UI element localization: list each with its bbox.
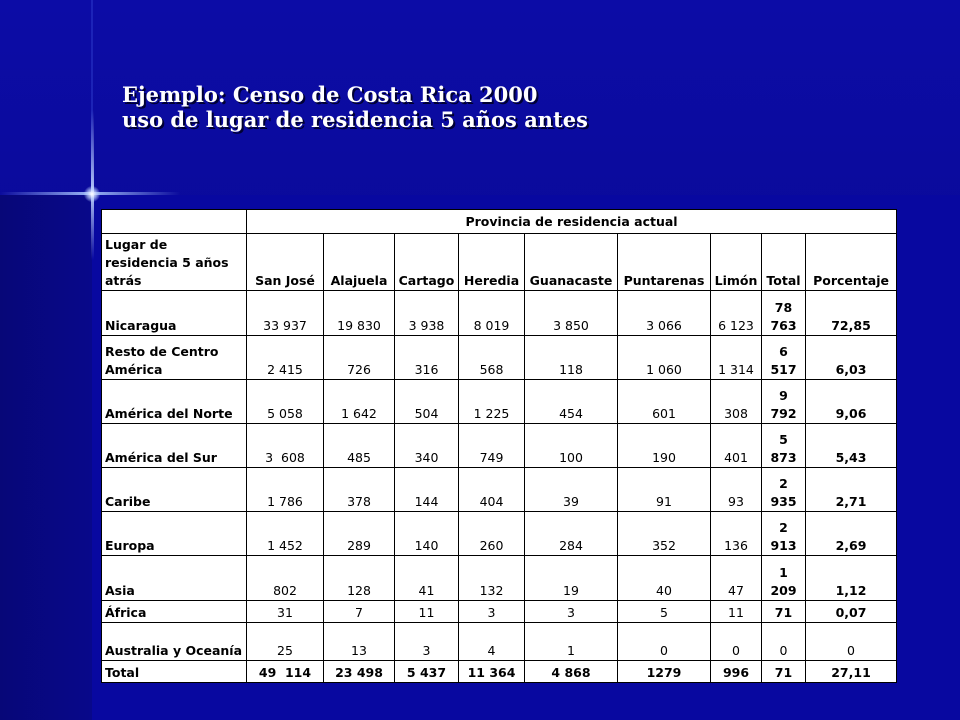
table-cell: 136 <box>711 512 762 556</box>
total-row <box>102 660 897 682</box>
table-cell: 3 938 <box>395 291 459 335</box>
table-cell: 5 <box>618 600 711 622</box>
row-label: América del Sur <box>102 423 247 467</box>
column-header: San José <box>247 234 324 291</box>
column-header: Heredia <box>459 234 525 291</box>
total-cell: 6 517 <box>762 335 806 379</box>
light-flare-vertical <box>91 110 94 260</box>
table-cell: 504 <box>395 379 459 423</box>
corner-header: Lugar de residencia 5 años atrás <box>102 234 247 291</box>
percent-cell: 0,07 <box>806 600 897 622</box>
table-cell: 8 019 <box>459 291 525 335</box>
total-row-cell: 996 <box>711 660 762 682</box>
table-row <box>102 468 897 512</box>
table-row <box>102 622 897 660</box>
row-label: Australia y Oceanía <box>102 622 247 660</box>
table-cell: 25 <box>247 622 324 660</box>
table-cell: 41 <box>395 556 459 600</box>
slide-title-line-1: Ejemplo: Censo de Costa Rica 2000 <box>122 82 538 107</box>
table-cell: 1 452 <box>247 512 324 556</box>
table-row <box>102 512 897 556</box>
total-cell: 5 873 <box>762 423 806 467</box>
table-cell: 19 <box>525 556 618 600</box>
table-cell: 6 123 <box>711 291 762 335</box>
table-cell: 132 <box>459 556 525 600</box>
table-cell: 454 <box>525 379 618 423</box>
column-header: Limón <box>711 234 762 291</box>
table-cell: 0 <box>618 622 711 660</box>
percent-cell: 6,03 <box>806 335 897 379</box>
table-row <box>102 335 897 379</box>
column-header: Cartago <box>395 234 459 291</box>
table-cell: 1 642 <box>324 379 395 423</box>
table-cell: 802 <box>247 556 324 600</box>
row-label: Resto de Centro América <box>102 335 247 379</box>
table-cell: 401 <box>711 423 762 467</box>
table-row <box>102 291 897 335</box>
table-cell: 3 850 <box>525 291 618 335</box>
percent-cell: 72,85 <box>806 291 897 335</box>
census-table-container <box>101 209 896 683</box>
table-cell: 39 <box>525 468 618 512</box>
table-cell: 0 <box>711 622 762 660</box>
census-table <box>101 209 897 683</box>
total-cell: 71 <box>762 600 806 622</box>
table-cell: 47 <box>711 556 762 600</box>
table-cell: 3 608 <box>247 423 324 467</box>
table-cell: 340 <box>395 423 459 467</box>
table-cell: 100 <box>525 423 618 467</box>
table-cell: 749 <box>459 423 525 467</box>
table-row <box>102 423 897 467</box>
table-cell: 140 <box>395 512 459 556</box>
left-band <box>0 195 92 720</box>
total-row-cell: 11 364 <box>459 660 525 682</box>
table-cell: 3 <box>525 600 618 622</box>
total-cell: 2 935 <box>762 468 806 512</box>
percent-cell: 9,06 <box>806 379 897 423</box>
total-row-cell: 1279 <box>618 660 711 682</box>
slide-title-line-2: uso de lugar de residencia 5 años antes <box>122 107 588 132</box>
table-cell: 316 <box>395 335 459 379</box>
total-cell: 78 763 <box>762 291 806 335</box>
table-cell: 40 <box>618 556 711 600</box>
table-cell: 2 415 <box>247 335 324 379</box>
table-row <box>102 600 897 622</box>
table-cell: 404 <box>459 468 525 512</box>
table-cell: 19 830 <box>324 291 395 335</box>
table-cell: 378 <box>324 468 395 512</box>
percent-cell: 2,69 <box>806 512 897 556</box>
row-label: Asia <box>102 556 247 600</box>
table-cell: 3 <box>459 600 525 622</box>
total-cell: 9 792 <box>762 379 806 423</box>
group-header-row <box>102 210 897 234</box>
table-cell: 3 066 <box>618 291 711 335</box>
table-cell: 726 <box>324 335 395 379</box>
total-row-cell: 27,11 <box>806 660 897 682</box>
table-row <box>102 556 897 600</box>
table-cell: 568 <box>459 335 525 379</box>
table-cell: 11 <box>395 600 459 622</box>
table-cell: 31 <box>247 600 324 622</box>
table-cell: 260 <box>459 512 525 556</box>
table-cell: 11 <box>711 600 762 622</box>
row-label: América del Norte <box>102 379 247 423</box>
table-cell: 144 <box>395 468 459 512</box>
row-label: África <box>102 600 247 622</box>
table-cell: 3 <box>395 622 459 660</box>
light-flare-core <box>84 186 100 202</box>
table-cell: 118 <box>525 335 618 379</box>
table-cell: 601 <box>618 379 711 423</box>
total-row-cell: 71 <box>762 660 806 682</box>
table-cell: 91 <box>618 468 711 512</box>
table-cell: 284 <box>525 512 618 556</box>
table-cell: 289 <box>324 512 395 556</box>
total-row-label: Total <box>102 660 247 682</box>
row-label: Europa <box>102 512 247 556</box>
group-header-blank <box>102 210 247 234</box>
table-cell: 1 <box>525 622 618 660</box>
total-cell: 0 <box>762 622 806 660</box>
table-cell: 93 <box>711 468 762 512</box>
table-cell: 7 <box>324 600 395 622</box>
percent-cell: 0 <box>806 622 897 660</box>
column-header: Alajuela <box>324 234 395 291</box>
column-header-row <box>102 234 897 291</box>
table-cell: 1 786 <box>247 468 324 512</box>
total-row-cell: 49 114 <box>247 660 324 682</box>
row-label: Nicaragua <box>102 291 247 335</box>
table-cell: 4 <box>459 622 525 660</box>
table-cell: 352 <box>618 512 711 556</box>
table-cell: 308 <box>711 379 762 423</box>
percent-cell: 1,12 <box>806 556 897 600</box>
table-cell: 1 225 <box>459 379 525 423</box>
percent-cell: 2,71 <box>806 468 897 512</box>
total-cell: 1 209 <box>762 556 806 600</box>
table-cell: 190 <box>618 423 711 467</box>
table-cell: 1 314 <box>711 335 762 379</box>
column-header: Total <box>762 234 806 291</box>
table-row <box>102 379 897 423</box>
table-cell: 485 <box>324 423 395 467</box>
table-cell: 5 058 <box>247 379 324 423</box>
table-cell: 1 060 <box>618 335 711 379</box>
group-header: Provincia de residencia actual <box>247 210 897 234</box>
total-row-cell: 4 868 <box>525 660 618 682</box>
column-header: Puntarenas <box>618 234 711 291</box>
total-cell: 2 913 <box>762 512 806 556</box>
column-header: Guanacaste <box>525 234 618 291</box>
table-cell: 128 <box>324 556 395 600</box>
percent-cell: 5,43 <box>806 423 897 467</box>
column-header: Porcentaje <box>806 234 897 291</box>
slide-title <box>122 82 822 132</box>
row-label: Caribe <box>102 468 247 512</box>
table-cell: 33 937 <box>247 291 324 335</box>
total-row-cell: 5 437 <box>395 660 459 682</box>
table-cell: 13 <box>324 622 395 660</box>
total-row-cell: 23 498 <box>324 660 395 682</box>
